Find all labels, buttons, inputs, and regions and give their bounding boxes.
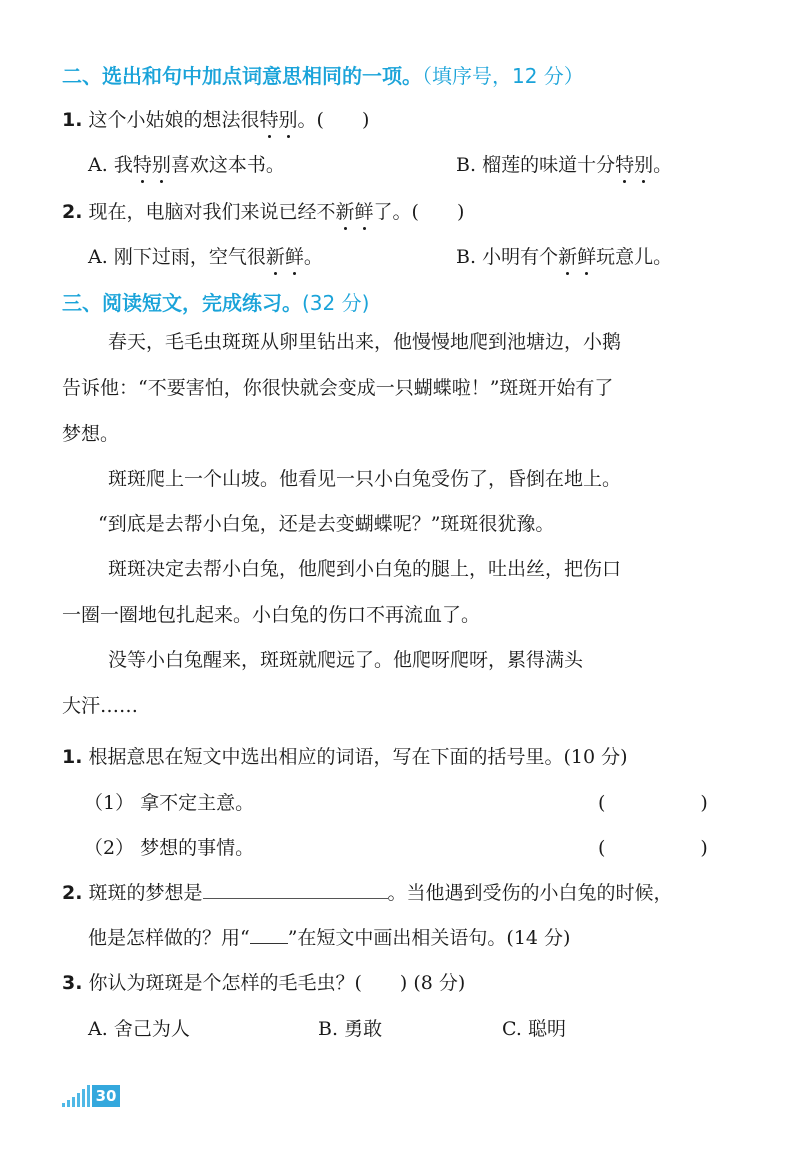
dotted-word: 特别 (260, 109, 298, 131)
dotted-word: 新鲜 (558, 246, 596, 268)
s2-q2-option-a: A. 刚下过雨，空气很新鲜。 (88, 242, 323, 269)
passage-line: 春天，毛毛虫斑斑从卵里钻出来，他慢慢地爬到池塘边，小鹅 (108, 331, 622, 353)
passage-line: 告诉他：“不要害怕，你很快就会变成一只蝴蝶啦！”斑斑开始有了 (62, 377, 614, 399)
section-2-title: 二、选出和句中加点词意思相同的一项。 (62, 64, 422, 88)
s2-q2-option-b: B. 小明有个新鲜玩意儿。 (456, 242, 672, 269)
s2-q1-option-b: B. 榴莲的味道十分特别。 (456, 150, 672, 177)
s3-q1-item-1: （1） 拿不定主意。 (84, 792, 255, 814)
s2-q1-option-a: A. 我特别喜欢这本书。 (88, 150, 285, 177)
section-3-note: (32 分) (302, 291, 370, 315)
s2-question-2: 2. 现在，电脑对我们来说已经不新鲜了。( ) (62, 197, 464, 224)
dotted-word: 新鲜 (336, 201, 374, 223)
page-number: 30 (92, 1085, 120, 1107)
passage-line: 斑斑决定去帮小白兔，他爬到小白兔的腿上，吐出丝，把伤口 (108, 558, 622, 580)
s2-question-1: 1. 这个小姑娘的想法很特别。( ) (62, 105, 369, 132)
answer-blank[interactable] (203, 880, 388, 899)
section-3-heading (62, 287, 369, 316)
s3-question-2-line-2: 他是怎样做的？用“ ”在短文中画出相关语句。(14 分) (88, 927, 571, 949)
passage-line: “到底是去帮小白兔，还是去变蝴蝶呢？”斑斑很犹豫。 (98, 513, 555, 535)
section-2-heading (62, 60, 584, 89)
section-3-title: 三、阅读短文，完成练习。 (62, 291, 302, 315)
s3-question-3: 3. 你认为斑斑是个怎样的毛毛虫？( ) (8 分) (62, 972, 466, 994)
s3-q3-option-a: A. 舍己为人 (88, 1018, 190, 1040)
s3-question-1: 1. 根据意思在短文中选出相应的词语，写在下面的括号里。(10 分) (62, 746, 628, 768)
s3-q3-option-c: C. 聪明 (502, 1018, 566, 1040)
passage-line: 一圈一圈地包扎起来。小白兔的伤口不再流血了。 (62, 604, 481, 626)
passage-line: 没等小白兔醒来，斑斑就爬远了。他爬呀爬呀，累得满头 (108, 649, 584, 671)
passage-line: 斑斑爬上一个山坡。他看见一只小白兔受伤了，昏倒在地上。 (108, 468, 622, 490)
s3-q1-item-2: （2） 梦想的事情。 (84, 837, 255, 859)
answer-bracket[interactable]: ( ) (598, 792, 708, 814)
passage-line: 大汗…… (62, 695, 139, 717)
signal-bars-icon (62, 1085, 90, 1107)
dotted-word: 新鲜 (266, 246, 304, 268)
passage-line: 梦想。 (62, 423, 120, 445)
dotted-word: 特别 (615, 154, 653, 176)
s3-q3-option-b: B. 勇敢 (318, 1018, 383, 1040)
dotted-word: 特别 (133, 154, 171, 176)
section-2-note: （填序号，12 分） (422, 64, 584, 88)
answer-bracket[interactable]: ( ) (598, 837, 708, 859)
underline-sample (250, 929, 288, 944)
s3-question-2: 2. 斑斑的梦想是 。当他遇到受伤的小白兔的时候， (62, 882, 673, 904)
